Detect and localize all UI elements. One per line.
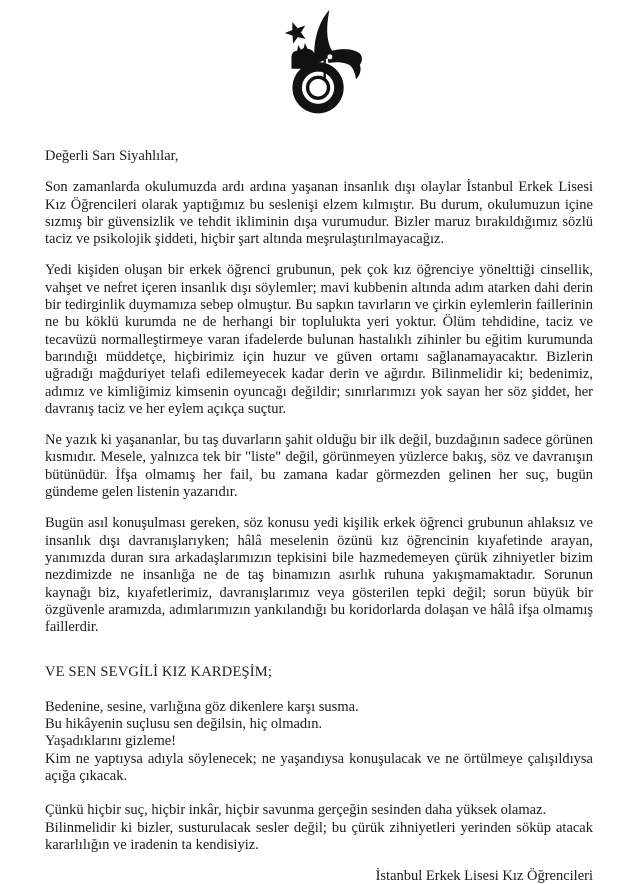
address-line: Bedenine, sesine, varlığına göz dikenlere karşı susma. (45, 698, 359, 715)
signature: İstanbul Erkek Lisesi Kız Öğrencileri (375, 868, 593, 884)
paragraph-2: Yedi kişiden oluşan bir erkek öğrenci grubunun, pek çok kız öğrenciye yönelttiği cinsellik, vahşet ve nefret içeren insanlık dışı söylemler; mavi kubbenin altında adım atarken dahi derin bir tedirginlik duymamıza sebep olmuştur. Bu sapkın tavırların ve çirkin eylemlerin faillerinin ne bu köklü kurumda ne de herhangi bir toplulukta yeri yoktur. Ölüm tehdidine, taciz ve tecavüzü normalleştirmeye varan ifadelerde bulunan hastalıklı zihinler bu eğitim kurumunda barındığı müddetçe, hiçbirimiz için huzur ve güven ortamı sağlanamayacaktır. Bizlerin uğradığı mağduriyet telafi edilemeyecek kadar derin ve ağırdır. Bilinmelidir ki; bedenimiz, adımız ve kimliğimiz kimsenin oyuncağı değildir; sınırlarımızı yok sayan her söz şiddet, her davranış taciz ve her eylem açıkça suçtur. (45, 262, 593, 417)
closing-line: Bilinmelidir ki bizler, susturulacak sesler değil; bu çürük zihniyetleri yerinden söküp atacak kararlılığın ve iradenin ta kendisiyiz. (45, 819, 593, 853)
closing-line: Çünkü hiçbir suç, hiçbir inkâr, hiçbir savunma gerçeğin sesinden daha yüksek olamaz. (45, 802, 547, 819)
school-emblem (45, 0, 593, 122)
address-heading: VE SEN SEVGİLİ KIZ KARDEŞİM; (45, 664, 273, 681)
greeting: Değerli Sarı Siyahlılar, (45, 148, 179, 164)
crest-inner-ring (308, 77, 329, 98)
address-line: Bu hikâyenin suçlusu sen değilsin, hiç olmadın. (45, 716, 323, 733)
paragraph-1: Son zamanlarda okulumuzda ardı ardına yaşanan insanlık dışı olaylar İstanbul Erkek Lisesi Kız Öğrencileri olarak yaptığımız bu seslenişi elzem kılmıştır. Bu durum, okulumuzun içine sızmış bir güvensizlik ve tehdit ikliminin dışa vurumudur. Bizler maruz bırakıldığımız sözlü taciz ve psikolojik şiddeti, hiçbir şart altında meşrulaştırılmayacağız. (45, 179, 593, 248)
address-line: Yaşadıklarını gizleme! (45, 733, 177, 750)
closing-block (45, 802, 593, 854)
address-block (45, 699, 593, 785)
paragraph-4: Bugün asıl konuşulması gereken, söz konusu yedi kişilik erkek öğrenci grubunun ahlaksız ve insanlık dışı davranışlarıyken; hâlâ meselenin özünü kız öğrencinin kıyafetinde arayan, yanımızda duran sıra arkadaşlarımızın tepkisini bile hazmedemeyen çürük zihniyetler bizim nezdimizde ne insanlığa ne de taş binamızın asırlık ruhuna yakışmamaktadır. Sorunun kaynağı biz, kıyafetlerimiz, davranışlarımız veya gösterilen tepki değil; sorun büyük bir özgüvenle aramızda, adımlarımızın yankılandığı bu koridorlarda dolaşan ve hâlâ ifşa olmamış faillerdir. (45, 515, 593, 636)
paragraph-3: Ne yazık ki yaşananlar, bu taş duvarların şahit olduğu bir ilk değil, buzdağının sadece görünen kısmıdır. Mesele, yalnızca tek bir "liste" değil, görünmeyen yüzlerce bakış, söz ve davranışın bütünüdür. İfşa olmamış her fail, bu zamana kadar görmezden gelinen her suç, bugün gündeme gelen listenin yazarıdır. (45, 432, 593, 501)
school-crest-icon (271, 8, 367, 120)
star-icon (285, 22, 306, 44)
address-line: Kim ne yaptıysa adıyla söylenecek; ne yaşandıysa konuşulacak ve ne örtülmeye çalışıldıysa açığa çıkacak. (45, 750, 593, 784)
crest-eye (327, 54, 332, 59)
crest-ring (292, 62, 343, 113)
